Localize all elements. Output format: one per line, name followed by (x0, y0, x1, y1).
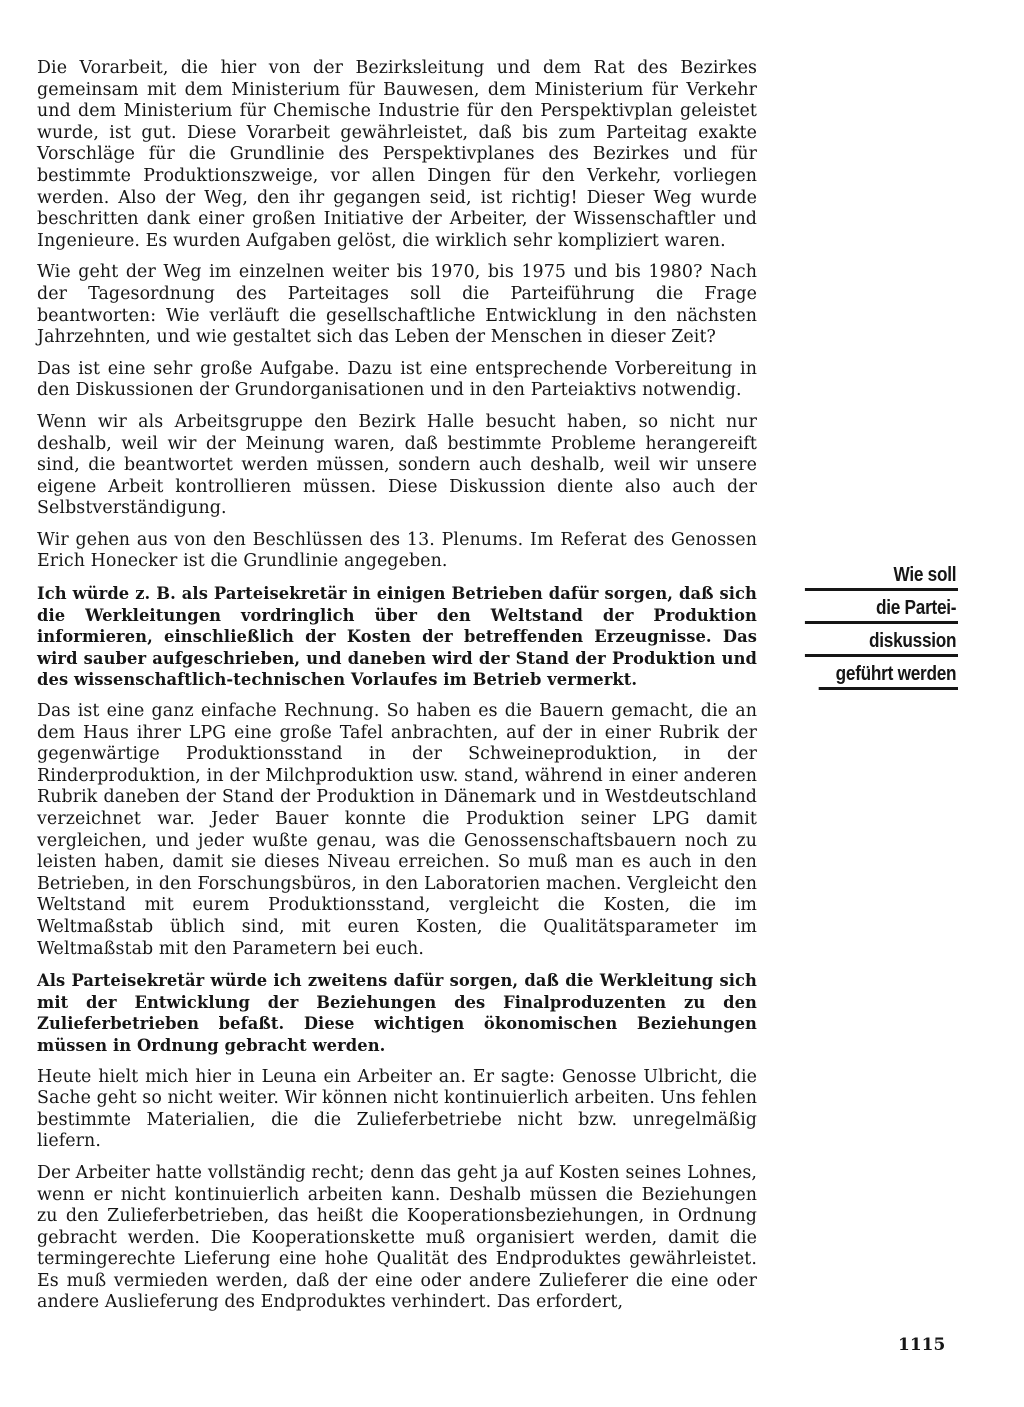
paragraph-5: Wir gehen aus von den Beschlüssen des 13. Plenums. Im Referat des Genossen Erich Honecker ist die Grundlinie angegeben. (37, 529, 757, 572)
page-number: 1115 (898, 1335, 946, 1355)
margin-heading (780, 562, 958, 694)
margin-heading-line-3: diskussion (805, 628, 958, 657)
paragraph-8-bold: Als Parteisekretär würde ich zweitens dafür sorgen, daß die Werkleitung sich mit der Entwicklung der Beziehungen des Finalproduzenten zu den Zulieferbetrieben befaßt. Diese wichtigen ökonomischen Beziehungen müssen in Ordnung gebracht werden. (37, 971, 757, 1055)
margin-heading-line-1: Wie soll (805, 562, 958, 591)
paragraph-6-bold: Ich würde z. B. als Parteisekretär in einigen Betrieben dafür sorgen, daß sich die Werkleitungen vordringlich über den Weltstand der Produktion informieren, einschließlich der Kosten der betreffenden Erzeugnisse. Das wird sauber aufgeschrieben, und daneben wird der Stand der Produktion und des wissenschaftlich-technischen Vorlaufes im Betrieb vermerkt. (37, 584, 757, 690)
paragraph-10: Der Arbeiter hatte vollständig recht; denn das geht ja auf Kosten seines Lohnes, wenn er nicht kontinuierlich arbeiten kann. Deshalb müssen die Beziehungen zu den Zulieferbetrieben, das heißt die Kooperationsbeziehungen, in Ordnung gebracht werden. Die Kooperationskette muß organisiert werden, damit die termingerechte Lieferung eine hohe Qualität des Endproduktes gewährleistet. Es muß vermieden werden, daß der eine oder andere Zulieferer die eine oder andere Auslieferung des Endproduktes verhindert. Das erfordert, (37, 1162, 757, 1313)
paragraph-9: Heute hielt mich hier in Leuna ein Arbeiter an. Er sagte: Genosse Ulbricht, die Sache geht so nicht weiter. Wir können nicht kontinuierlich arbeiten. Uns fehlen bestimmte Materialien, die die Zulieferbetriebe nicht bzw. unregelmäßig liefern. (37, 1066, 757, 1152)
paragraph-3: Das ist eine sehr große Aufgabe. Dazu ist eine entsprechende Vorbereitung in den Diskussionen der Grundorganisationen und in den Parteiaktivs notwendig. (37, 358, 757, 401)
paragraph-4: Wenn wir als Arbeitsgruppe den Bezirk Halle besucht haben, so nicht nur deshalb, weil wir der Meinung waren, daß bestimmte Probleme herangereift sind, die beantwortet werden müssen, sondern auch deshalb, weil wir unsere eigene Arbeit kontrollieren müssen. Diese Diskussion diente also auch der Selbstverständigung. (37, 411, 757, 519)
paragraph-1: Die Vorarbeit, die hier von der Bezirksleitung und dem Rat des Bezirkes gemeinsam mit dem Ministerium für Bauwesen, dem Ministerium für Verkehr und dem Ministerium für Chemische Industrie für den Perspektivplan geleistet wurde, ist gut. Diese Vorarbeit gewährleistet, daß bis zum Parteitag exakte Vorschläge für die Grundlinie des Perspektivplanes des Bezirkes und für bestimmte Produktionszweige, vor allen Dingen für den Verkehr, vorliegen werden. Also der Weg, den ihr gegangen seid, ist richtig! Dieser Weg wurde beschritten dank einer großen Initiative der Arbeiter, der Wissenschaftler und Ingenieure. Es wurden Aufgaben gelöst, die wirklich sehr kompliziert waren. (37, 58, 757, 251)
main-text-column (37, 58, 757, 1324)
paragraph-7: Das ist eine ganz einfache Rechnung. So haben es die Bauern gemacht, die an dem Haus ihrer LPG eine große Tafel anbrachten, auf der in einer Rubrik der gegenwärtige Produktionsstand in der Schweineproduktion, in der Rinderproduktion, in der Milchproduktion usw. stand, während in einer anderen Rubrik daneben der Stand der Produktion in Dänemark und in Westdeutschland verzeichnet war. Jeder Bauer konnte die Produktion seiner LPG damit vergleichen, und jeder wußte genau, was die Genossenschaftsbauern noch zu leisten haben, damit sie dieses Niveau erreichen. So muß man es auch in den Betrieben, in den Forschungsbüros, in den Laboratorien machen. Vergleicht den Weltstand mit eurem Produktionsstand, vergleicht die Kosten, die im Weltmaßstab üblich sind, mit euren Kosten, die Qualitätsparameter im Weltmaßstab mit den Parametern bei euch. (37, 701, 757, 959)
margin-heading-line-4: geführt werden (819, 661, 958, 690)
margin-heading-line-2: die Partei- (805, 595, 958, 624)
paragraph-2: Wie geht der Weg im einzelnen weiter bis 1970, bis 1975 und bis 1980? Nach der Tagesordnung des Parteitages soll die Parteiführung die Frage beantworten: Wie verläuft die gesellschaftliche Entwicklung in den nächsten Jahrzehnten, und wie gestaltet sich das Leben der Menschen in dieser Zeit? (37, 262, 757, 348)
